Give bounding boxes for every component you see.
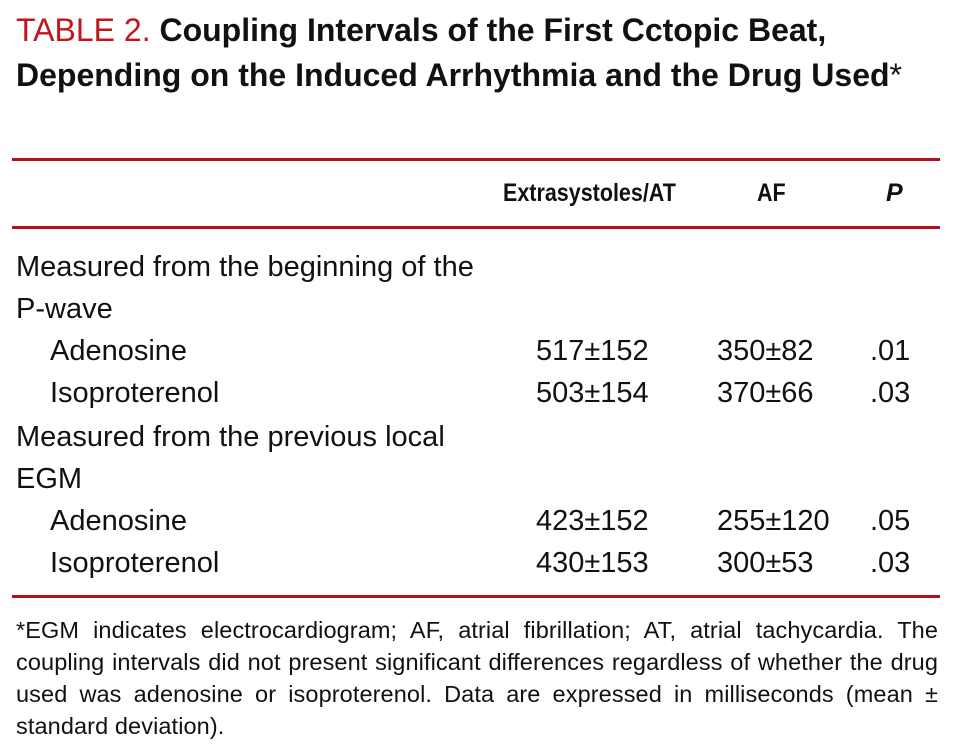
cell-extrasystoles: 430±153 bbox=[536, 547, 649, 579]
cell-extrasystoles: 503±154 bbox=[536, 377, 649, 409]
table-row bbox=[0, 500, 962, 542]
column-header-extrasystoles: Extrasystoles/AT bbox=[503, 179, 676, 207]
cell-af: 370±66 bbox=[717, 377, 814, 409]
cell-af: 350±82 bbox=[717, 335, 814, 367]
table-label: TABLE 2. bbox=[16, 12, 151, 48]
table-title bbox=[16, 8, 946, 98]
table-title-text: Coupling Intervals of the First Cctopic Beat, Depending on the Induced Arrhythmia and the Drug Used bbox=[16, 12, 890, 93]
cell-p: .03 bbox=[870, 547, 911, 579]
row-drug-name: Isoproterenol bbox=[50, 547, 220, 579]
table-footnote: *EGM indicates electrocardiogram; AF, atrial fibrillation; AT, atrial tachycardia. The coupling intervals did not present significant differences regardless of whether the drug used was adenosine or isoproterenol. Data are expressed in milliseconds (mean ± standard deviation). bbox=[16, 617, 938, 739]
cell-extrasystoles: 517±152 bbox=[536, 335, 649, 367]
cell-af: 300±53 bbox=[717, 547, 814, 579]
table-row bbox=[0, 372, 962, 414]
group-label-p-wave: Measured from the beginning of the P-wave bbox=[16, 251, 474, 325]
table-row bbox=[0, 542, 962, 584]
row-drug-name: Adenosine bbox=[50, 505, 188, 537]
table-row bbox=[0, 330, 962, 372]
column-header-af: AF bbox=[757, 179, 786, 207]
bottom-rule bbox=[12, 595, 940, 598]
cell-p: .01 bbox=[870, 335, 911, 367]
column-header-p: P bbox=[886, 179, 903, 207]
top-rule bbox=[12, 158, 940, 161]
header-rule bbox=[12, 226, 940, 229]
cell-af: 255±120 bbox=[717, 505, 830, 537]
cell-extrasystoles: 423±152 bbox=[536, 505, 649, 537]
cell-p: .03 bbox=[870, 377, 911, 409]
group-label-local-egm: Measured from the previous local EGM bbox=[16, 421, 445, 495]
title-footnote-marker: * bbox=[889, 57, 902, 93]
cell-p: .05 bbox=[870, 505, 911, 537]
row-drug-name: Isoproterenol bbox=[50, 377, 220, 409]
row-drug-name: Adenosine bbox=[50, 335, 188, 367]
